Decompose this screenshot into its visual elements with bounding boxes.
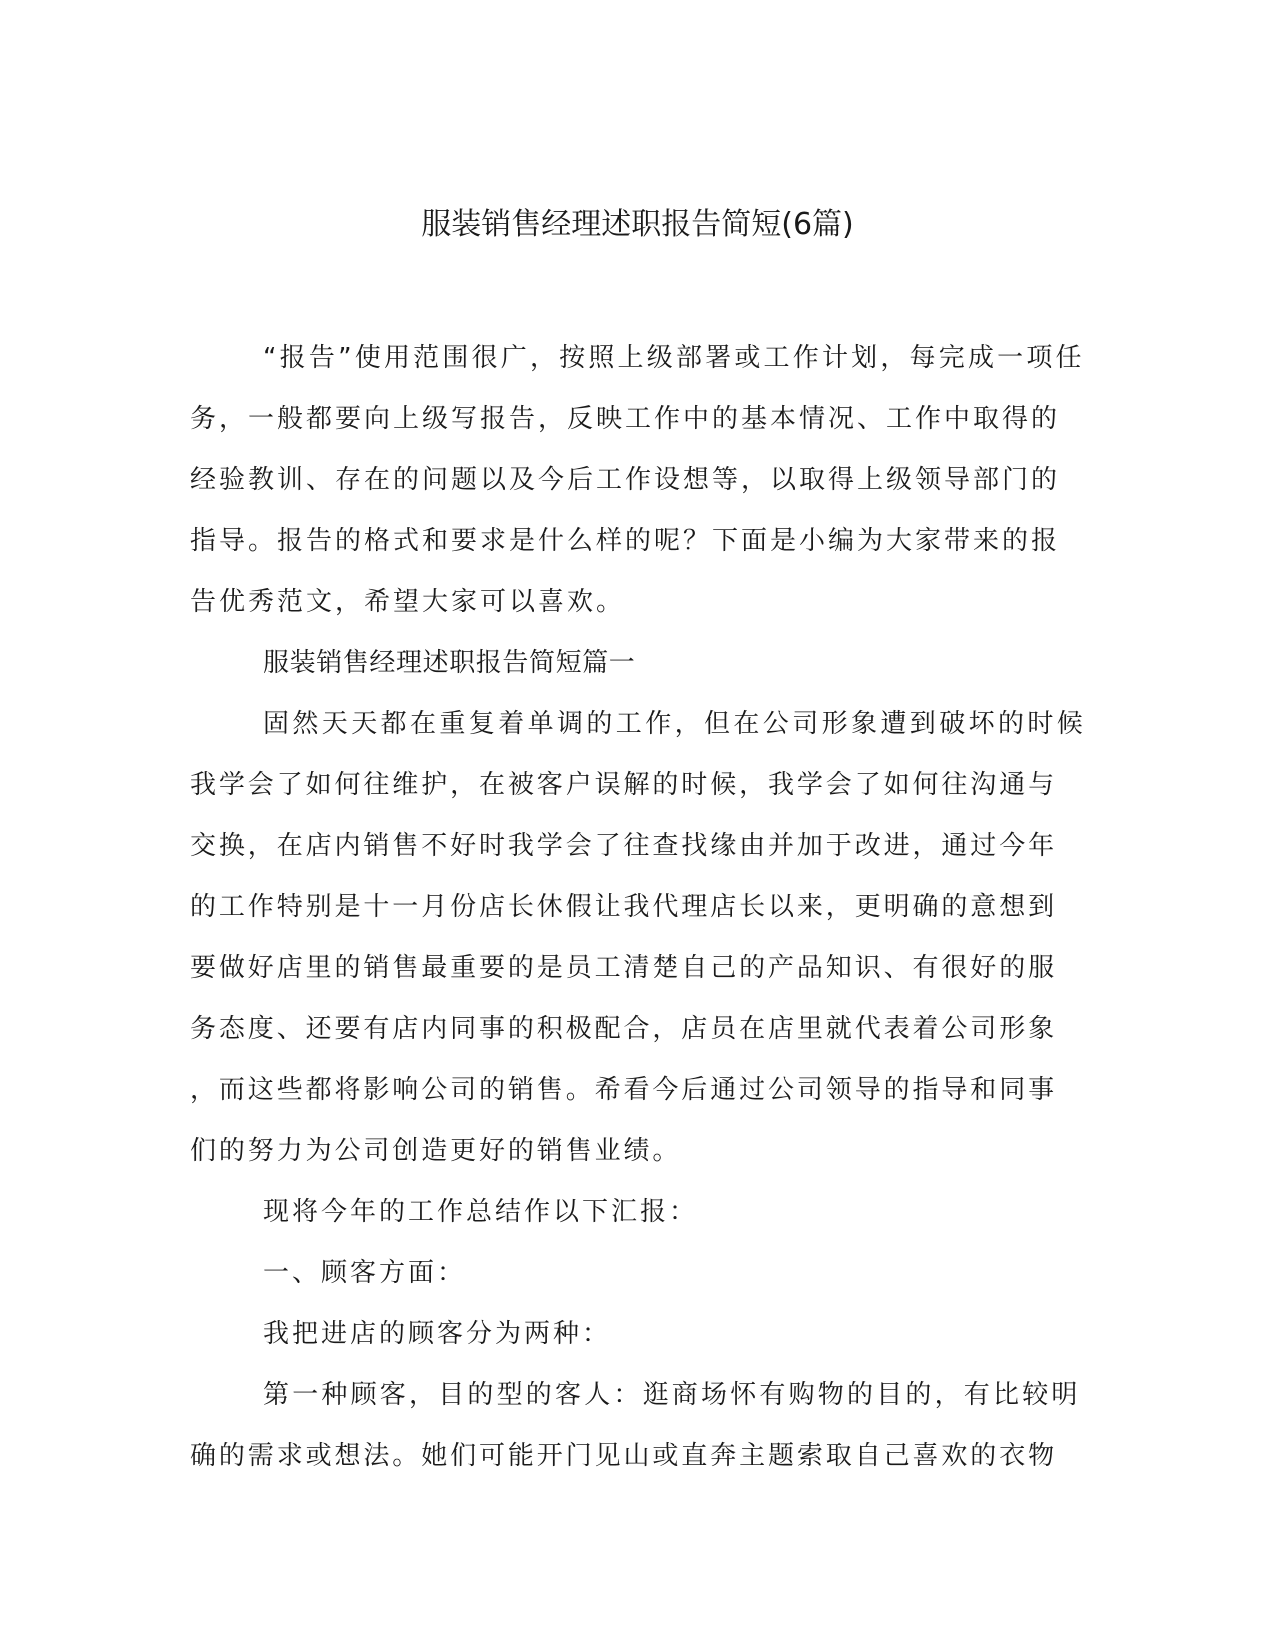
document-body: [190, 328, 1087, 1487]
text-line: 第一种顾客，目的型的客人：逛商场怀有购物的目的，有比较明: [263, 1380, 1081, 1410]
text-line: 要做好店里的销售最重要的是员工清楚自己的产品知识、有很好的服: [190, 953, 1058, 983]
text-line: 的工作特别是十一月份店长休假让我代理店长以来，更明确的意想到: [190, 892, 1058, 922]
text-line: ，而这些都将影响公司的销售。希看今后通过公司领导的指导和同事: [190, 1075, 1058, 1105]
text-line: 务态度、还要有店内同事的积极配合，店员在店里就代表着公司形象: [190, 1014, 1058, 1044]
text-line: 指导。报告的格式和要求是什么样的呢？下面是小编为大家带来的报: [190, 526, 1061, 556]
text-line: 交换，在店内销售不好时我学会了往查找缘由并加于改进，通过今年: [190, 831, 1058, 861]
text-line: 们的努力为公司创造更好的销售业绩。: [190, 1136, 682, 1166]
text-line: 告优秀范文，希望大家可以喜欢。: [190, 587, 626, 617]
text-line: 我学会了如何往维护，在被客户误解的时候，我学会了如何往沟通与: [190, 770, 1058, 800]
text-line: 确的需求或想法。她们可能开门见山或直奔主题索取自己喜欢的衣物: [190, 1441, 1058, 1471]
text-line: 我把进店的顾客分为两种：: [263, 1319, 612, 1349]
text-line: 经验教训、存在的问题以及今后工作设想等，以取得上级领导部门的: [190, 465, 1061, 495]
text-line: 服装销售经理述职报告简短篇一: [263, 648, 636, 678]
text-line: 现将今年的工作总结作以下汇报：: [263, 1197, 699, 1227]
document-title: 服装销售经理述职报告简短(6篇): [421, 207, 854, 242]
text-line: 务，一般都要向上级写报告，反映工作中的基本情况、工作中取得的: [190, 404, 1061, 434]
text-line: “报告”使用范围很广，按照上级部署或工作计划，每完成一项任: [263, 343, 1085, 373]
text-line: 一、顾客方面：: [263, 1258, 467, 1288]
text-line: 固然天天都在重复着单调的工作，但在公司形象遭到破坏的时候: [263, 709, 1087, 739]
